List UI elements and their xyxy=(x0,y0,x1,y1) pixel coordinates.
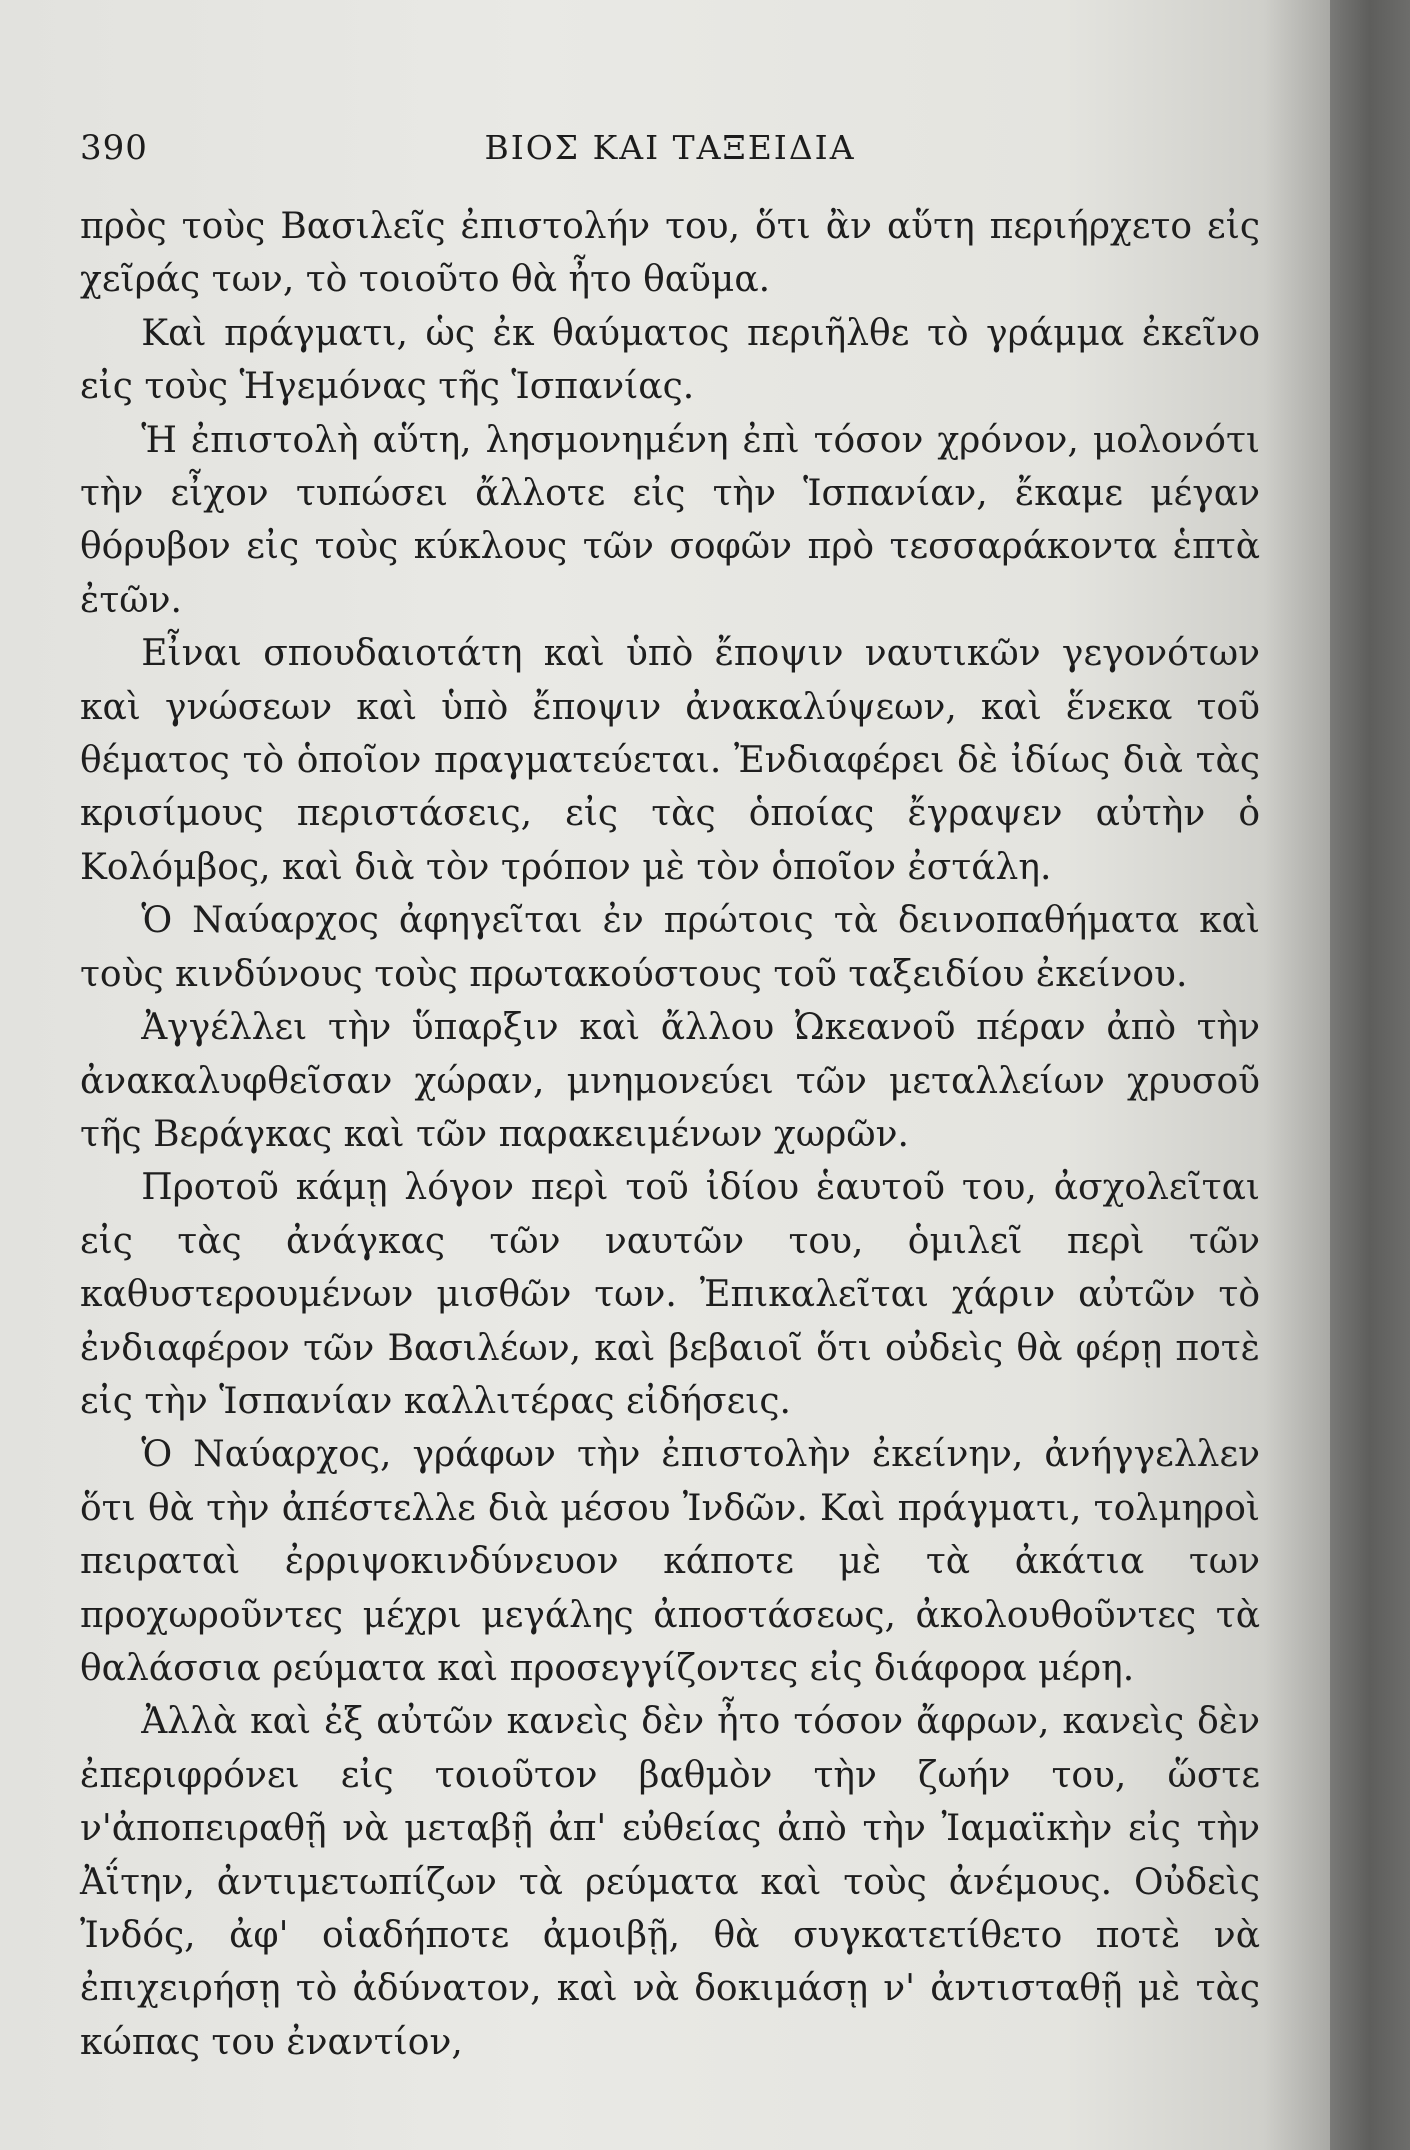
book-gutter-shadow xyxy=(1330,0,1410,2150)
paragraph: πρὸς τοὺς Βασιλεῖς ἐπιστολήν του, ὅτι ἂν αὕτη περιήρχετο εἰς χεῖράς των, τὸ τοιοῦτο θὰ ἦτο θαῦμα. xyxy=(80,206,1260,301)
paragraph: Καὶ πράγματι, ὡς ἐκ θαύματος περιῆλθε τὸ γράμμα ἐκεῖνο εἰς τοὺς Ἡγεμόνας τῆς Ἱσπανίας. xyxy=(80,312,1260,408)
page-number: 390 xyxy=(80,128,148,168)
paragraph: Ὁ Ναύαρχος ἀφηγεῖται ἐν πρώτοις τὰ δεινοπαθήματα καὶ τοὺς κινδύνους τοὺς πρωτακούστους τοῦ ταξειδίου ἐκείνου. xyxy=(80,900,1260,995)
running-title: ΒΙΟΣ ΚΑΙ ΤΑΞΕΙΔΙΑ xyxy=(484,128,856,167)
running-header xyxy=(80,128,1260,178)
paragraph: Εἶναι σπουδαιοτάτη καὶ ὑπὸ ἔποψιν ναυτικῶν γεγονότων καὶ γνώσεων καὶ ὑπὸ ἔποψιν ἀνακαλύψεων, καὶ ἕνεκα τοῦ θέματος τὸ ὁποῖον πραγματεύεται. Ἐνδιαφέρει δὲ ἰδίως διὰ τὰς κρισίμους περιστάσεις, εἰς τὰς ὁποίας ἔγραψεν αὐτὴν ὁ Κολόμβος, καὶ διὰ τὸν τρόπον μὲ τὸν ὁποῖον ἐστάλη. xyxy=(80,633,1260,888)
paragraph: Προτοῦ κάμῃ λόγον περὶ τοῦ ἰδίου ἑαυτοῦ του, ἀσχολεῖται εἰς τὰς ἀνάγκας τῶν ναυτῶν του, ὁμιλεῖ περὶ τῶν καθυστερουμένων μισθῶν των. Ἐπικαλεῖται χάριν αὐτῶν τὸ ἐνδιαφέρον τῶν Βασιλέων, καὶ βεβαιοῖ ὅτι οὐδεὶς θὰ φέρῃ ποτὲ εἰς τὴν Ἱσπανίαν καλλιτέρας εἰδήσεις. xyxy=(80,1167,1260,1422)
paragraph: Ἀγγέλλει τὴν ὕπαρξιν καὶ ἄλλου Ὠκεανοῦ πέραν ἀπὸ τὴν ἀνακαλυφθεῖσαν χώραν, μνημονεύει τῶν μεταλλείων χρυσοῦ τῆς Βεράγκας καὶ τῶν παρακειμένων χωρῶν. xyxy=(80,1007,1260,1155)
body-text xyxy=(80,200,1260,2069)
paragraph: Ἀλλὰ καὶ ἐξ αὐτῶν κανεὶς δὲν ἦτο τόσον ἄφρων, κανεὶς δὲν ἐπεριφρόνει εἰς τοιοῦτον βαθμὸν τὴν ζωήν του, ὥστε ν'ἀποπειραθῇ νὰ μεταβῇ ἀπ' εὐθείας ἀπὸ τὴν Ἰαμαϊκὴν εἰς τὴν Ἀΐτην, ἀντιμετωπίζων τὰ ρεύματα καὶ τοὺς ἀνέμους. Οὐδεὶς Ἰνδός, ἀφ' οἱαδήποτε ἀμοιβῇ, θὰ συγκατετίθετο ποτὲ νὰ ἐπιχειρήσῃ τὸ ἀδύνατον, καὶ νὰ δοκιμάσῃ ν' ἀντισταθῇ μὲ τὰς κώπας του ἐναντίον, xyxy=(80,1701,1260,2063)
paragraph: Ἡ ἐπιστολὴ αὕτη, λησμονημένη ἐπὶ τόσον χρόνον, μολονότι τὴν εἶχον τυπώσει ἄλλοτε εἰς τὴν Ἱσπανίαν, ἔκαμε μέγαν θόρυβον εἰς τοὺς κύκλους τῶν σοφῶν πρὸ τεσσαράκοντα ἑπτὰ ἐτῶν. xyxy=(80,419,1260,621)
paragraph: Ὁ Ναύαρχος, γράφων τὴν ἐπιστολὴν ἐκείνην, ἀνήγγελλεν ὅτι θὰ τὴν ἀπέστελλε διὰ μέσου Ἰνδῶν. Καὶ πράγματι, τολμηροὶ πειραταὶ ἐρριψοκινδύνευον κάποτε μὲ τὰ ἀκάτια των προχωροῦντες μέχρι μεγάλης ἀποστάσεως, ἀκολουθοῦντες τὰ θαλάσσια ρεύματα καὶ προσεγγίζοντες εἰς διάφορα μέρη. xyxy=(80,1434,1260,1689)
